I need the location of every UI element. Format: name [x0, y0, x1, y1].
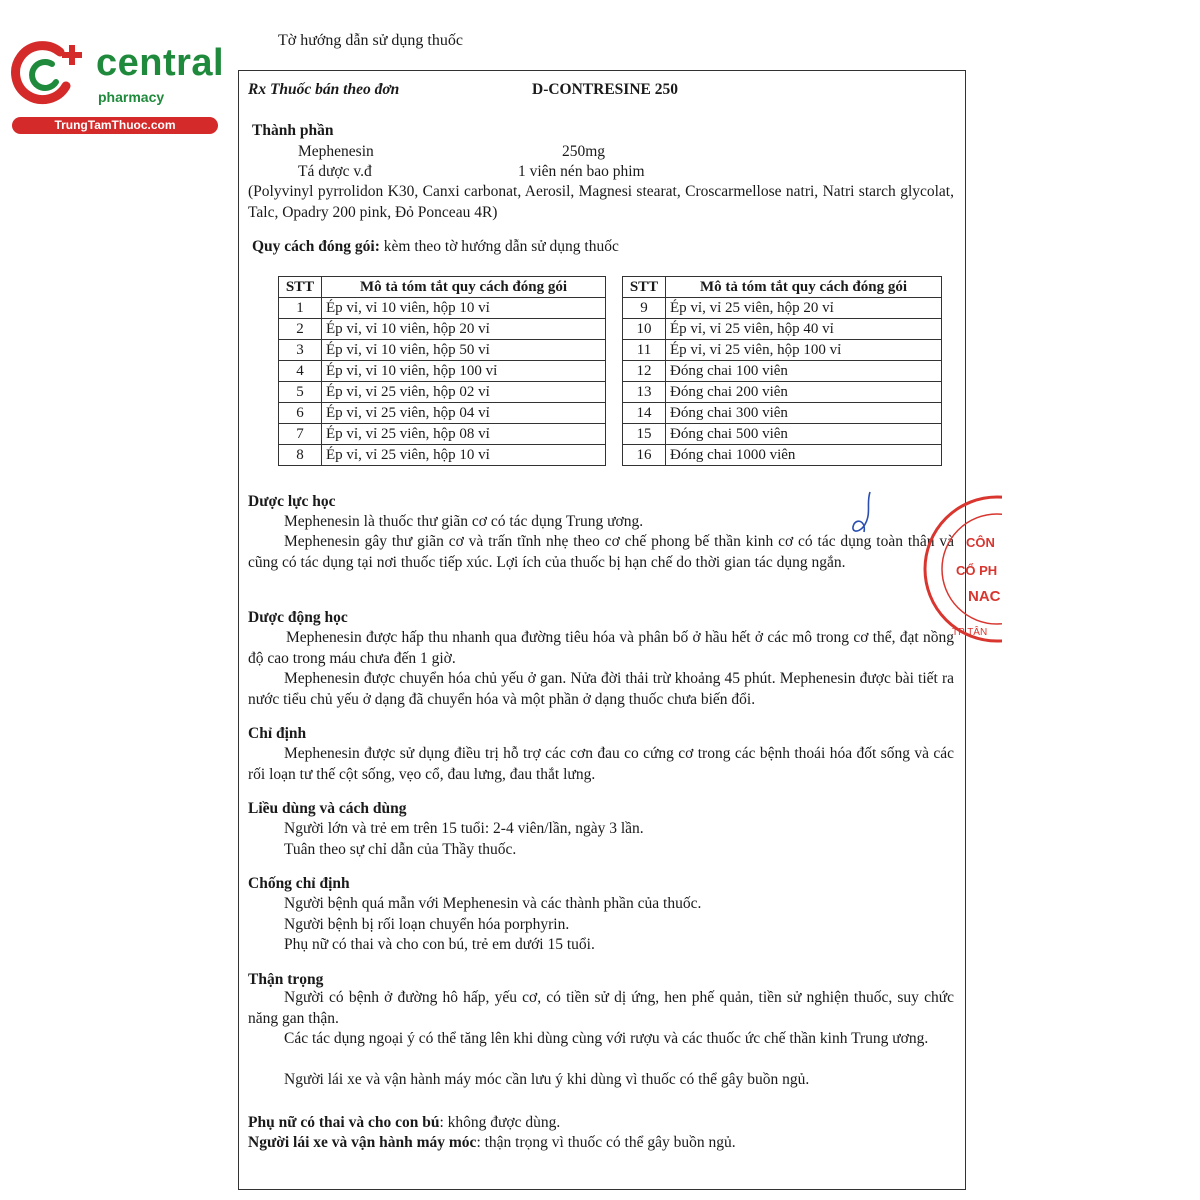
ingredient-amount: 250mg — [562, 143, 606, 160]
row-description: Ép vỉ, vỉ 10 viên, hộp 10 vỉ — [322, 298, 606, 319]
row-number: 14 — [623, 403, 666, 424]
row-description: Đóng chai 100 viên — [666, 361, 942, 382]
pregnancy-text: : không được dùng. — [439, 1114, 561, 1131]
pharmacodynamics-paragraph: Mephenesin gây thư giãn cơ và trấn tĩnh nhẹ theo cơ chế phong bế thần kinh cơ có tác dụng toàn thân và cũng có tác dụng tại nơi thuốc tiếp xúc. Lợi ích của thuốc bị hạn chế do thời gian tác dụng ngắn. — [248, 533, 954, 571]
logo-subtitle: pharmacy — [98, 89, 165, 105]
row-number: 10 — [623, 319, 666, 340]
precautions-paragraph: Người lái xe và vận hành máy móc cần lưu ý khi dùng vì thuốc có thể gây buồn ngủ. — [284, 1071, 810, 1088]
pharmacodynamics-paragraph: Mephenesin là thuốc thư giãn cơ có tác dụng Trung ương. — [284, 513, 644, 530]
table-header-row — [623, 277, 942, 298]
contraindications-heading: Chống chỉ định — [248, 875, 350, 892]
stamp-text: NAC — [968, 588, 1001, 605]
column-header-stt: STT — [623, 277, 666, 298]
row-number: 9 — [623, 298, 666, 319]
excipients-list: (Polyvinyl pyrrolidon K30, Canxi carbonat, Aerosil, Magnesi stearat, Croscarmellose natri, Natri starch glycolat, Talc, Opadry 200 pink, Đỏ Ponceau 4R) — [248, 183, 954, 221]
row-number: 16 — [623, 445, 666, 466]
row-description: Ép vỉ, vỉ 25 viên, hộp 100 vỉ — [666, 340, 942, 361]
table-row — [279, 319, 606, 340]
stamp-text: TP TÂN — [952, 627, 988, 638]
driving-text: : thận trọng vì thuốc có thể gây buồn ngủ. — [476, 1134, 736, 1151]
row-description: Ép vỉ, vỉ 25 viên, hộp 10 vỉ — [322, 445, 606, 466]
row-number: 2 — [279, 319, 322, 340]
row-description: Ép vỉ, vỉ 25 viên, hộp 20 vỉ — [666, 298, 942, 319]
row-number: 1 — [279, 298, 322, 319]
pharmacodynamics-heading: Dược lực học — [248, 493, 336, 510]
dosage-line: Người lớn và trẻ em trên 15 tuổi: 2-4 viên/lần, ngày 3 lần. — [284, 820, 644, 837]
table-row — [279, 382, 606, 403]
row-number: 5 — [279, 382, 322, 403]
logo-brand-name: central — [96, 42, 225, 84]
packaging-heading: Quy cách đóng gói: — [252, 238, 380, 255]
table-row — [279, 445, 606, 466]
driving-line — [248, 1132, 736, 1153]
row-description: Ép vỉ, vỉ 25 viên, hộp 02 vỉ — [322, 382, 606, 403]
packaging-rows-right — [623, 298, 942, 466]
logo-website-badge: TrungTamThuoc.com — [12, 117, 218, 134]
column-header-description: Mô tả tóm tắt quy cách đóng gói — [666, 277, 942, 298]
row-number: 15 — [623, 424, 666, 445]
table-row — [623, 403, 942, 424]
table-row — [279, 340, 606, 361]
packaging-rows-left — [279, 298, 606, 466]
row-number: 13 — [623, 382, 666, 403]
dosage-heading: Liều dùng và cách dùng — [248, 800, 407, 817]
composition-heading: Thành phần — [252, 122, 334, 139]
contraindication-line: Người bệnh bị rối loạn chuyển hóa porphyrin. — [284, 916, 570, 933]
driving-label: Người lái xe và vận hành máy móc — [248, 1134, 477, 1151]
row-description: Đóng chai 500 viên — [666, 424, 942, 445]
row-description: Đóng chai 1000 viên — [666, 445, 942, 466]
table-row — [623, 445, 942, 466]
packaging-table-left — [278, 276, 606, 466]
ingredient-amount: 1 viên nén bao phim — [518, 163, 645, 180]
row-number: 11 — [623, 340, 666, 361]
row-description: Ép vỉ, vỉ 10 viên, hộp 50 vỉ — [322, 340, 606, 361]
pregnancy-line — [248, 1112, 560, 1133]
contraindication-line: Người bệnh quá mẫn với Mephenesin và các thành phần của thuốc. — [284, 895, 702, 912]
table-row — [623, 382, 942, 403]
column-header-description: Mô tả tóm tắt quy cách đóng gói — [322, 277, 606, 298]
row-description: Ép vỉ, vỉ 25 viên, hộp 08 vỉ — [322, 424, 606, 445]
brand-logo — [10, 36, 225, 136]
table-header-row — [279, 277, 606, 298]
table-row — [279, 361, 606, 382]
indications-heading: Chỉ định — [248, 725, 307, 742]
cross-c-logo-icon — [10, 38, 88, 108]
document-title: Tờ hướng dẫn sử dụng thuốc — [278, 32, 463, 49]
pharmacokinetics-paragraph: Mephenesin được chuyển hóa chủ yếu ở gan. Nửa đời thải trừ khoảng 45 phút. Mephenesin được bài tiết ra nước tiểu chủ yếu ở dạng đã chuyển hóa và một phần ở dạng thuốc chưa biến đổi. — [248, 670, 954, 708]
row-number: 4 — [279, 361, 322, 382]
packaging-line — [252, 236, 619, 257]
table-row — [279, 403, 606, 424]
contraindication-line: Phụ nữ có thai và cho con bú, trẻ em dưới 15 tuổi. — [284, 936, 595, 953]
table-row — [623, 298, 942, 319]
row-number: 3 — [279, 340, 322, 361]
table-row — [623, 319, 942, 340]
table-row — [623, 340, 942, 361]
table-row — [279, 424, 606, 445]
packaging-note: kèm theo tờ hướng dẫn sử dụng thuốc — [379, 238, 619, 255]
column-header-stt: STT — [279, 277, 322, 298]
stamp-text: CỔ PH — [956, 563, 998, 578]
pharmacokinetics-heading: Dược động học — [248, 609, 348, 626]
row-number: 8 — [279, 445, 322, 466]
pregnancy-label: Phụ nữ có thai và cho con bú — [248, 1114, 440, 1131]
table-row — [279, 298, 606, 319]
ingredient-name: Tá dược v.đ — [298, 163, 372, 180]
stamp-text: CÔN — [966, 535, 995, 550]
ingredient-name: Mephenesin — [298, 143, 374, 160]
precautions-heading: Thận trọng — [248, 971, 324, 988]
pharmacokinetics-paragraph: Mephenesin được hấp thu nhanh qua đường tiêu hóa và phân bố ở hầu hết ở các mô trong cơ thể, đạt nồng độ cao trong máu chưa đến 1 giờ. — [248, 629, 954, 667]
company-stamp — [922, 494, 1002, 644]
row-number: 7 — [279, 424, 322, 445]
row-number: 6 — [279, 403, 322, 424]
row-description: Ép vỉ, vỉ 25 viên, hộp 40 vỉ — [666, 319, 942, 340]
precautions-paragraph: Người có bệnh ở đường hô hấp, yếu cơ, có tiền sử dị ứng, hen phế quản, tiền sử nghiện thuốc, suy chức năng gan thận. — [248, 989, 954, 1027]
precautions-paragraph: Các tác dụng ngoại ý có thể tăng lên khi dùng cùng với rượu và các thuốc ức chế thần kinh Trung ương. — [284, 1030, 929, 1047]
packaging-table-right — [622, 276, 942, 466]
row-description: Đóng chai 200 viên — [666, 382, 942, 403]
row-description: Đóng chai 300 viên — [666, 403, 942, 424]
product-name: D-CONTRESINE 250 — [532, 81, 678, 98]
rx-label: Rx Thuốc bán theo đơn — [248, 81, 400, 98]
dosage-line: Tuân theo sự chỉ dẫn của Thầy thuốc. — [284, 841, 517, 858]
row-description: Ép vỉ, vỉ 10 viên, hộp 100 vỉ — [322, 361, 606, 382]
row-description: Ép vỉ, vỉ 10 viên, hộp 20 vỉ — [322, 319, 606, 340]
row-description: Ép vỉ, vỉ 25 viên, hộp 04 vỉ — [322, 403, 606, 424]
table-row — [623, 424, 942, 445]
row-number: 12 — [623, 361, 666, 382]
table-row — [623, 361, 942, 382]
indications-paragraph: Mephenesin được sử dụng điều trị hỗ trợ các cơn đau co cứng cơ trong các bệnh thoái hóa đốt sống và các rối loạn tư thế cột sống, vẹo cổ, đau lưng, đau thắt lưng. — [248, 745, 954, 783]
signature-icon — [836, 488, 886, 548]
